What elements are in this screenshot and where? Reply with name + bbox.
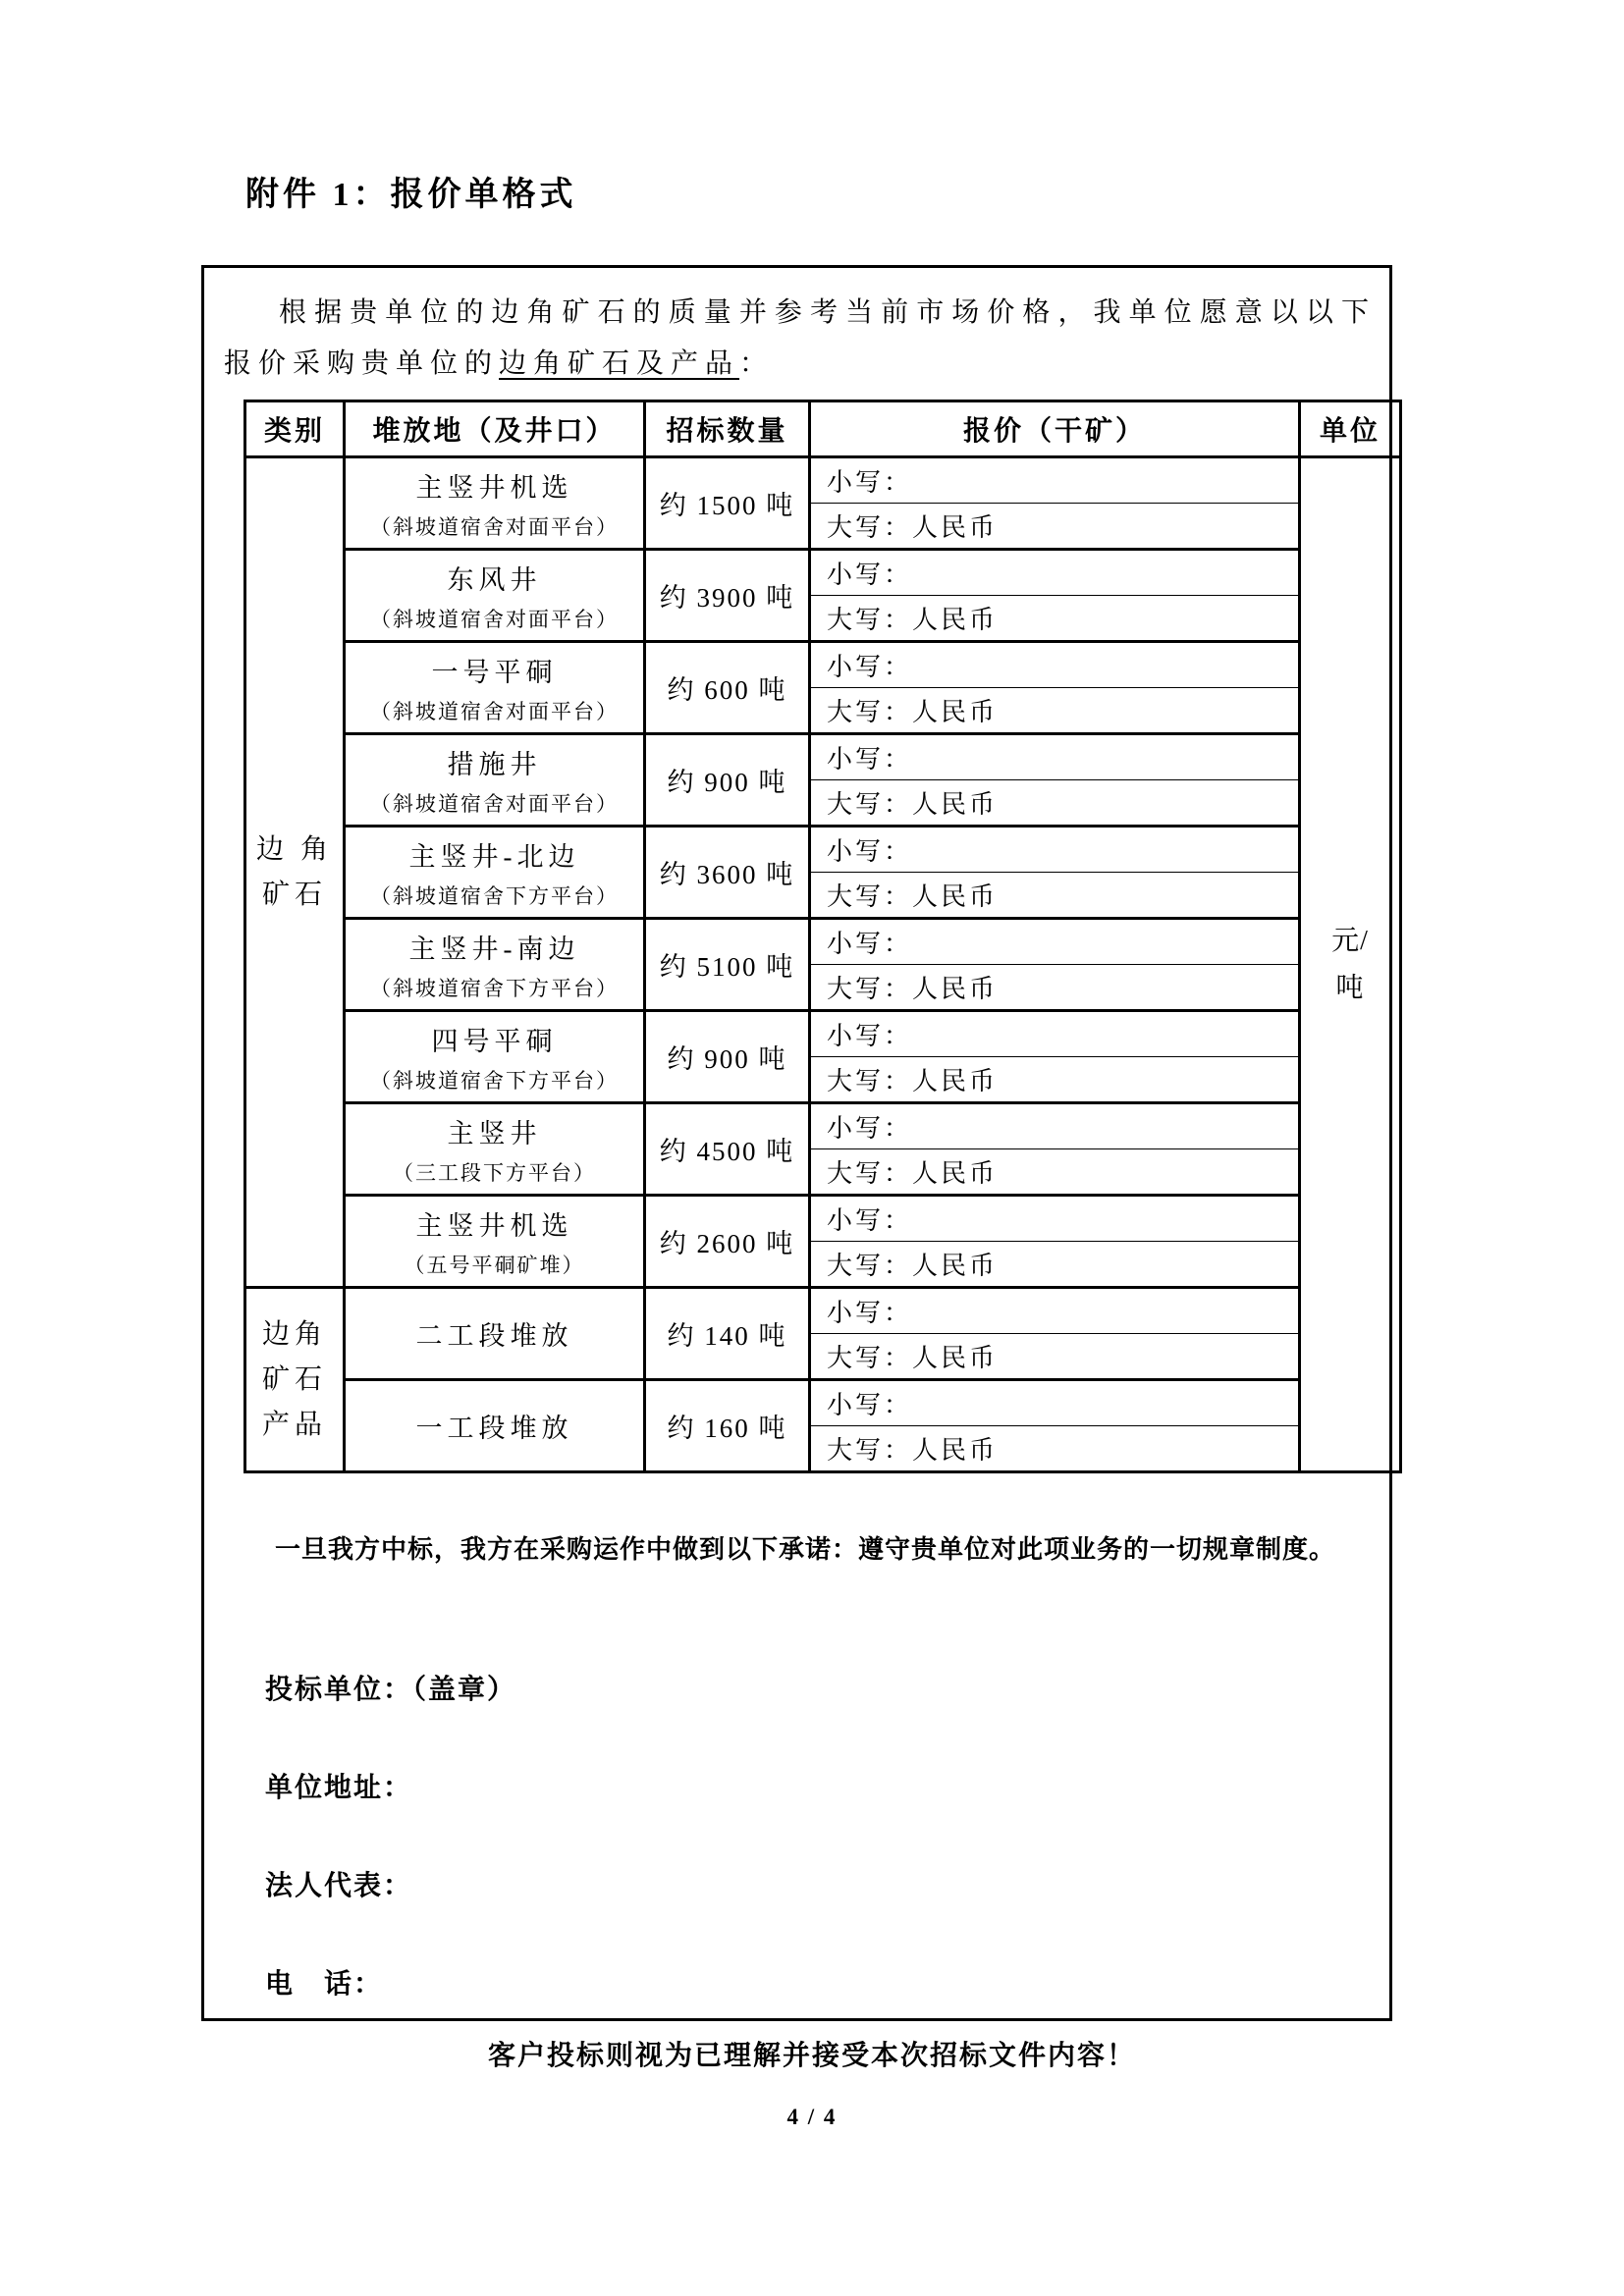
cell-line: 边 角	[255, 833, 333, 865]
location-cell	[345, 1011, 645, 1103]
price-lowercase-cell: 小写：	[810, 827, 1300, 873]
table-row	[245, 1288, 1401, 1334]
quantity-cell: 约 2600 吨	[645, 1196, 810, 1288]
quantity-cell: 约 160 吨	[645, 1380, 810, 1472]
price-uppercase-cell: 大写：人民币	[810, 1242, 1300, 1288]
location-name: 东风井	[447, 564, 542, 595]
location-name: 主竖井机选	[415, 472, 573, 503]
price-lowercase-cell: 小写：	[810, 457, 1300, 504]
quantity-cell: 约 140 吨	[645, 1288, 810, 1380]
price-uppercase-cell: 大写：人民币	[810, 1057, 1300, 1103]
footer-note: 客户投标则视为已理解并接受本次招标文件内容！	[487, 2041, 1136, 2071]
location-name: 二工段堆放	[415, 1321, 573, 1351]
location-detail: （三工段下方平台）	[393, 1160, 596, 1185]
location-name: 一工段堆放	[415, 1414, 573, 1443]
unit-cell	[1300, 457, 1401, 1472]
price-lowercase-cell: 小写：	[810, 1011, 1300, 1057]
commitment-text: 一旦我方中标，我方在采购运作中做到以下承诺：遵守贵单位对此项业务的一切规章制度。	[275, 1535, 1336, 1564]
quantity-cell: 约 3900 吨	[645, 550, 810, 642]
location-cell	[345, 734, 645, 827]
header-unit: 单位	[1300, 401, 1401, 457]
location-name: 主竖井	[447, 1118, 542, 1148]
quantity-cell: 约 1500 吨	[645, 457, 810, 550]
price-uppercase-cell: 大写：人民币	[810, 1149, 1300, 1196]
price-lowercase-cell: 小写：	[810, 1288, 1300, 1334]
table-row	[245, 457, 1401, 504]
table-row	[245, 550, 1401, 596]
price-uppercase-cell: 大写：人民币	[810, 504, 1300, 550]
header-price: 报价（干矿）	[810, 401, 1300, 457]
header-quantity: 招标数量	[645, 401, 810, 457]
location-detail: （斜坡道宿舍对面平台）	[370, 791, 619, 816]
location-cell	[345, 1288, 645, 1380]
price-uppercase-cell: 大写：人民币	[810, 596, 1300, 642]
cell-line: 矿石	[261, 1363, 327, 1395]
table-row	[245, 919, 1401, 965]
table-row	[245, 827, 1401, 873]
location-cell	[345, 827, 645, 919]
cell-line: 元/	[1331, 925, 1369, 956]
bidder-info-block	[265, 1674, 1389, 2002]
price-lowercase-cell: 小写：	[810, 550, 1300, 596]
quotation-table	[244, 400, 1402, 1473]
price-uppercase-cell: 大写：人民币	[810, 780, 1300, 827]
price-uppercase-cell: 大写：人民币	[810, 688, 1300, 734]
location-detail: （斜坡道宿舍下方平台）	[370, 883, 619, 908]
header-row	[245, 401, 1401, 457]
location-name: 主竖井-南边	[408, 934, 580, 964]
page-title: 附件 1：报价单格式	[245, 177, 577, 213]
quantity-cell: 约 900 吨	[645, 1011, 810, 1103]
bidder-unit-label: 投标单位：（盖章）	[265, 1675, 517, 1705]
table-row	[245, 1196, 1401, 1242]
intro-colon: ：	[739, 348, 775, 379]
cell-line: 矿石	[261, 879, 327, 910]
price-lowercase-cell: 小写：	[810, 1196, 1300, 1242]
cell-line: 产品	[261, 1409, 327, 1440]
location-detail: （斜坡道宿舍对面平台）	[370, 514, 619, 539]
intro-text-before: 根据贵单位的边角矿石的质量并参考当前市场价格，我单位愿意以以下报价采购贵单位的	[224, 297, 1376, 379]
quantity-cell: 约 900 吨	[645, 734, 810, 827]
location-cell	[345, 1380, 645, 1472]
category-cell	[245, 1288, 345, 1472]
quantity-cell: 约 4500 吨	[645, 1103, 810, 1196]
cell-line: 吨	[1335, 972, 1365, 1003]
location-detail: （五号平硐矿堆）	[404, 1253, 585, 1277]
price-uppercase-cell: 大写：人民币	[810, 1426, 1300, 1472]
table-row	[245, 642, 1401, 688]
table-row	[245, 1011, 1401, 1057]
quote-table-body	[245, 457, 1401, 1472]
page-number: 4 / 4	[786, 2105, 838, 2129]
table-row	[245, 1103, 1401, 1149]
header-category: 类别	[245, 401, 345, 457]
location-detail: （斜坡道宿舍对面平台）	[370, 699, 619, 723]
location-cell	[345, 1103, 645, 1196]
location-cell	[345, 642, 645, 734]
location-name: 措施井	[447, 749, 542, 779]
location-detail: （斜坡道宿舍下方平台）	[370, 976, 619, 1000]
price-lowercase-cell: 小写：	[810, 919, 1300, 965]
location-name: 四号平硐	[431, 1026, 558, 1056]
quantity-cell: 约 5100 吨	[645, 919, 810, 1011]
location-detail: （斜坡道宿舍对面平台）	[370, 607, 619, 631]
intro-underlined-phrase: 边角矿石及产品	[499, 348, 740, 379]
location-detail: （斜坡道宿舍下方平台）	[370, 1068, 619, 1093]
location-cell	[345, 550, 645, 642]
quotation-table-head	[245, 401, 1401, 457]
unit-address-label: 单位地址：	[265, 1773, 413, 1803]
price-lowercase-cell: 小写：	[810, 1380, 1300, 1426]
location-name: 主竖井-北边	[408, 841, 580, 872]
header-location: 堆放地（及井口）	[345, 401, 645, 457]
price-lowercase-cell: 小写：	[810, 1103, 1300, 1149]
quotation-form-box	[201, 265, 1392, 2021]
legal-rep-label: 法人代表：	[265, 1871, 413, 1901]
location-cell	[345, 919, 645, 1011]
table-row	[245, 734, 1401, 780]
price-uppercase-cell: 大写：人民币	[810, 1334, 1300, 1380]
location-cell	[345, 1196, 645, 1288]
location-name: 一号平硐	[431, 657, 558, 687]
cell-line: 边角	[261, 1318, 327, 1350]
location-cell	[345, 457, 645, 550]
phone-label: 电 话：	[265, 1969, 384, 2000]
quantity-cell: 约 600 吨	[645, 642, 810, 734]
location-name: 主竖井机选	[415, 1210, 573, 1241]
quantity-cell: 约 3600 吨	[645, 827, 810, 919]
price-uppercase-cell: 大写：人民币	[810, 873, 1300, 919]
table-row	[245, 1380, 1401, 1426]
price-lowercase-cell: 小写：	[810, 734, 1300, 780]
price-uppercase-cell: 大写：人民币	[810, 965, 1300, 1011]
category-cell	[245, 457, 345, 1288]
price-lowercase-cell: 小写：	[810, 642, 1300, 688]
intro-paragraph	[224, 288, 1376, 390]
